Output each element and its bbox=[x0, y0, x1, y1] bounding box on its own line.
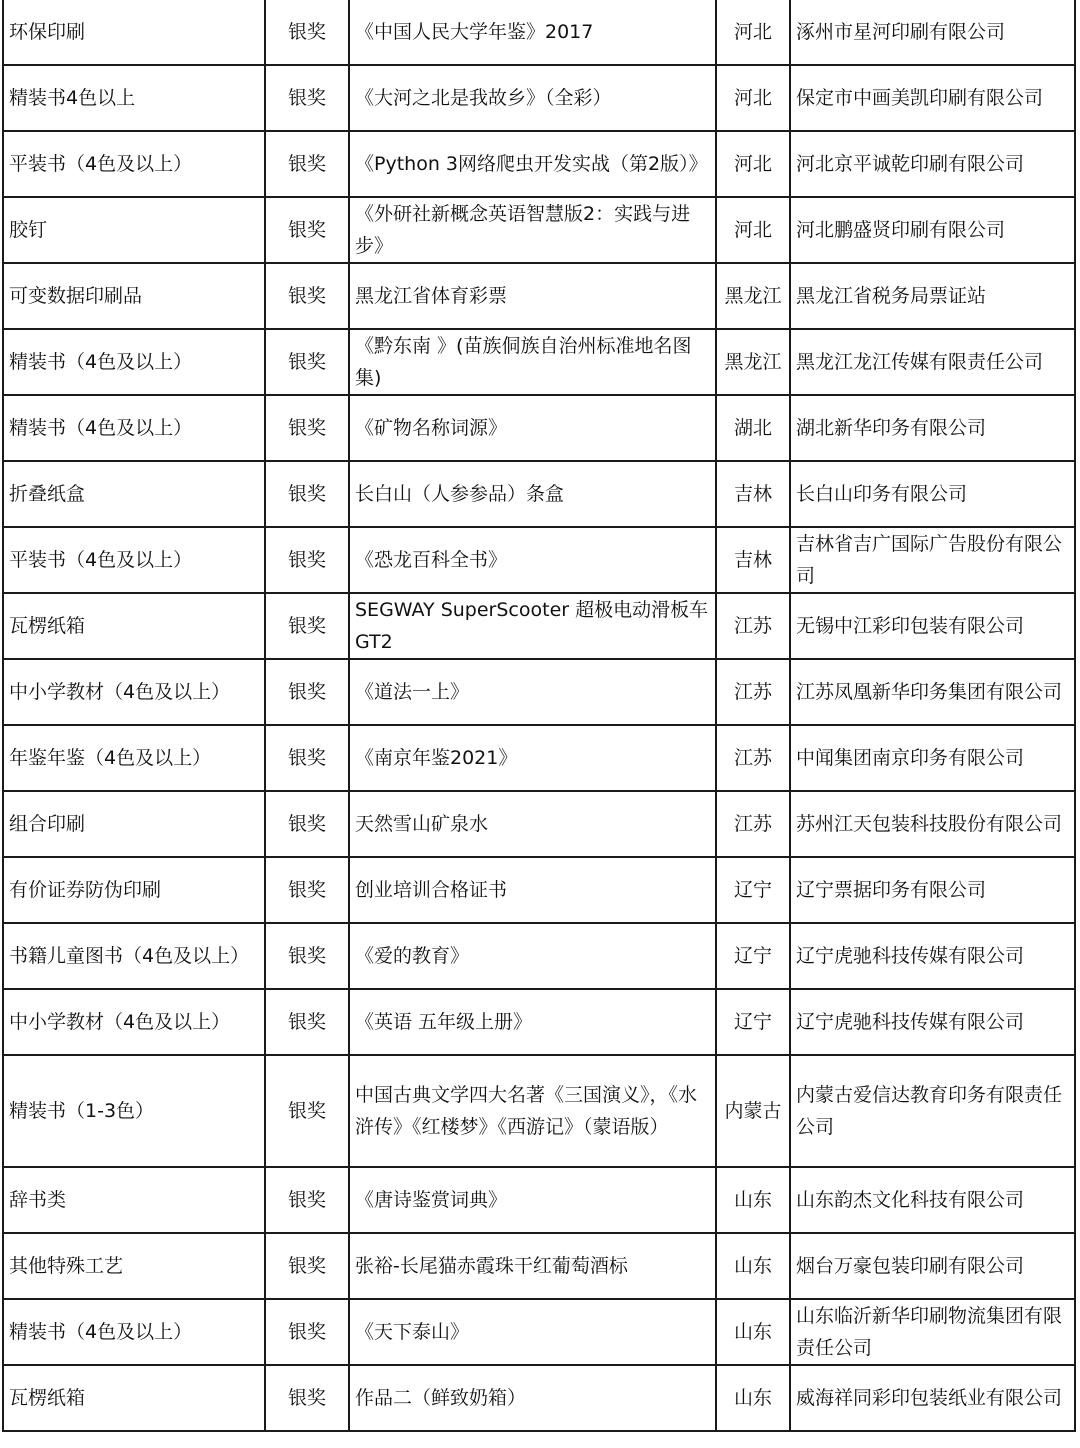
award-cell: 银奖 bbox=[265, 263, 349, 329]
table-row bbox=[3, 329, 1075, 395]
company-cell: 黑龙江龙江传媒有限责任公司 bbox=[790, 329, 1075, 395]
table-row bbox=[3, 725, 1075, 791]
company-cell: 辽宁票据印务有限公司 bbox=[790, 857, 1075, 923]
award-cell: 银奖 bbox=[265, 461, 349, 527]
company-cell: 保定市中画美凯印刷有限公司 bbox=[790, 65, 1075, 131]
table-row bbox=[3, 197, 1075, 263]
work-cell: 黑龙江省体育彩票 bbox=[349, 263, 716, 329]
table-row bbox=[3, 593, 1075, 659]
table-row bbox=[3, 923, 1075, 989]
table-row bbox=[3, 791, 1075, 857]
award-cell: 银奖 bbox=[265, 1233, 349, 1299]
category-cell: 精装书（4色及以上） bbox=[3, 1299, 265, 1365]
category-cell: 年鉴年鉴（4色及以上） bbox=[3, 725, 265, 791]
company-cell: 辽宁虎驰科技传媒有限公司 bbox=[790, 989, 1075, 1055]
award-cell: 银奖 bbox=[265, 0, 349, 65]
award-cell: 银奖 bbox=[265, 593, 349, 659]
category-cell: 中小学教材（4色及以上） bbox=[3, 989, 265, 1055]
category-cell: 瓦楞纸箱 bbox=[3, 1365, 265, 1431]
work-cell: 《中国人民大学年鉴》2017 bbox=[349, 0, 716, 65]
award-cell: 银奖 bbox=[265, 527, 349, 593]
company-cell: 吉林省吉广国际广告股份有限公司 bbox=[790, 527, 1075, 593]
work-cell: 天然雪山矿泉水 bbox=[349, 791, 716, 857]
work-cell: 《天下泰山》 bbox=[349, 1299, 716, 1365]
table-row bbox=[3, 0, 1075, 65]
company-cell: 烟台万豪包装印刷有限公司 bbox=[790, 1233, 1075, 1299]
award-table bbox=[2, 0, 1076, 1432]
company-cell: 中闻集团南京印务有限公司 bbox=[790, 725, 1075, 791]
province-cell: 河北 bbox=[716, 131, 790, 197]
company-cell: 黑龙江省税务局票证站 bbox=[790, 263, 1075, 329]
company-cell: 无锡中江彩印包装有限公司 bbox=[790, 593, 1075, 659]
award-cell: 银奖 bbox=[265, 65, 349, 131]
work-cell: 《Python 3网络爬虫开发实战（第2版）》 bbox=[349, 131, 716, 197]
province-cell: 山东 bbox=[716, 1167, 790, 1233]
work-cell: 《矿物名称词源》 bbox=[349, 395, 716, 461]
company-cell: 河北京平诚乾印刷有限公司 bbox=[790, 131, 1075, 197]
category-cell: 可变数据印刷品 bbox=[3, 263, 265, 329]
table-row bbox=[3, 857, 1075, 923]
award-cell: 银奖 bbox=[265, 197, 349, 263]
work-cell: 《爱的教育》 bbox=[349, 923, 716, 989]
work-cell: 《英语 五年级上册》 bbox=[349, 989, 716, 1055]
table-row bbox=[3, 395, 1075, 461]
table-row bbox=[3, 263, 1075, 329]
work-cell: 《道法一上》 bbox=[349, 659, 716, 725]
company-cell: 山东韵杰文化科技有限公司 bbox=[790, 1167, 1075, 1233]
award-cell: 银奖 bbox=[265, 1055, 349, 1167]
table-row bbox=[3, 1365, 1075, 1431]
work-cell: 《南京年鉴2021》 bbox=[349, 725, 716, 791]
province-cell: 辽宁 bbox=[716, 989, 790, 1055]
company-cell: 内蒙古爱信达教育印务有限责任公司 bbox=[790, 1055, 1075, 1167]
work-cell: 《恐龙百科全书》 bbox=[349, 527, 716, 593]
province-cell: 黑龙江 bbox=[716, 263, 790, 329]
table-row bbox=[3, 65, 1075, 131]
table-row bbox=[3, 659, 1075, 725]
province-cell: 山东 bbox=[716, 1299, 790, 1365]
work-cell: 长白山（人参参品）条盒 bbox=[349, 461, 716, 527]
work-cell: 张裕-长尾猫赤霞珠干红葡萄酒标 bbox=[349, 1233, 716, 1299]
category-cell: 精装书（4色及以上） bbox=[3, 395, 265, 461]
province-cell: 辽宁 bbox=[716, 857, 790, 923]
award-cell: 银奖 bbox=[265, 131, 349, 197]
province-cell: 吉林 bbox=[716, 461, 790, 527]
category-cell: 平装书（4色及以上） bbox=[3, 527, 265, 593]
category-cell: 精装书（4色及以上） bbox=[3, 329, 265, 395]
category-cell: 组合印刷 bbox=[3, 791, 265, 857]
table-row bbox=[3, 1299, 1075, 1365]
province-cell: 山东 bbox=[716, 1365, 790, 1431]
province-cell: 江苏 bbox=[716, 791, 790, 857]
province-cell: 吉林 bbox=[716, 527, 790, 593]
work-cell: 《外研社新概念英语智慧版2：实践与进步》 bbox=[349, 197, 716, 263]
award-cell: 银奖 bbox=[265, 1365, 349, 1431]
category-cell: 精装书4色以上 bbox=[3, 65, 265, 131]
company-cell: 长白山印务有限公司 bbox=[790, 461, 1075, 527]
work-cell: 《黔东南 》(苗族侗族自治州标准地名图集) bbox=[349, 329, 716, 395]
work-cell: SEGWAY SuperScooter 超极电动滑板车GT2 bbox=[349, 593, 716, 659]
work-cell: 创业培训合格证书 bbox=[349, 857, 716, 923]
award-cell: 银奖 bbox=[265, 791, 349, 857]
province-cell: 山东 bbox=[716, 1233, 790, 1299]
category-cell: 折叠纸盒 bbox=[3, 461, 265, 527]
category-cell: 有价证券防伪印刷 bbox=[3, 857, 265, 923]
table-row bbox=[3, 989, 1075, 1055]
company-cell: 江苏凤凰新华印务集团有限公司 bbox=[790, 659, 1075, 725]
award-cell: 银奖 bbox=[265, 1167, 349, 1233]
company-cell: 苏州江天包装科技股份有限公司 bbox=[790, 791, 1075, 857]
province-cell: 江苏 bbox=[716, 725, 790, 791]
province-cell: 河北 bbox=[716, 0, 790, 65]
table-row bbox=[3, 1055, 1075, 1167]
award-cell: 银奖 bbox=[265, 989, 349, 1055]
province-cell: 湖北 bbox=[716, 395, 790, 461]
province-cell: 辽宁 bbox=[716, 923, 790, 989]
work-cell: 中国古典文学四大名著《三国演义》，《水浒传》《红楼梦》《西游记》（蒙语版） bbox=[349, 1055, 716, 1167]
award-cell: 银奖 bbox=[265, 659, 349, 725]
table-row bbox=[3, 527, 1075, 593]
province-cell: 河北 bbox=[716, 197, 790, 263]
province-cell: 黑龙江 bbox=[716, 329, 790, 395]
province-cell: 内蒙古 bbox=[716, 1055, 790, 1167]
category-cell: 平装书（4色及以上） bbox=[3, 131, 265, 197]
category-cell: 中小学教材（4色及以上） bbox=[3, 659, 265, 725]
company-cell: 山东临沂新华印刷物流集团有限责任公司 bbox=[790, 1299, 1075, 1365]
work-cell: 《唐诗鉴赏词典》 bbox=[349, 1167, 716, 1233]
company-cell: 河北鹏盛贤印刷有限公司 bbox=[790, 197, 1075, 263]
province-cell: 江苏 bbox=[716, 593, 790, 659]
award-cell: 银奖 bbox=[265, 857, 349, 923]
work-cell: 作品二（鲜致奶箱） bbox=[349, 1365, 716, 1431]
work-cell: 《大河之北是我故乡》（全彩） bbox=[349, 65, 716, 131]
category-cell: 胶钉 bbox=[3, 197, 265, 263]
company-cell: 湖北新华印务有限公司 bbox=[790, 395, 1075, 461]
category-cell: 瓦楞纸箱 bbox=[3, 593, 265, 659]
province-cell: 江苏 bbox=[716, 659, 790, 725]
table-row bbox=[3, 461, 1075, 527]
category-cell: 辞书类 bbox=[3, 1167, 265, 1233]
table-row bbox=[3, 131, 1075, 197]
province-cell: 河北 bbox=[716, 65, 790, 131]
category-cell: 环保印刷 bbox=[3, 0, 265, 65]
table-row bbox=[3, 1233, 1075, 1299]
category-cell: 书籍儿童图书（4色及以上） bbox=[3, 923, 265, 989]
company-cell: 涿州市星河印刷有限公司 bbox=[790, 0, 1075, 65]
award-cell: 银奖 bbox=[265, 395, 349, 461]
company-cell: 辽宁虎驰科技传媒有限公司 bbox=[790, 923, 1075, 989]
award-cell: 银奖 bbox=[265, 725, 349, 791]
category-cell: 其他特殊工艺 bbox=[3, 1233, 265, 1299]
award-cell: 银奖 bbox=[265, 923, 349, 989]
award-cell: 银奖 bbox=[265, 1299, 349, 1365]
category-cell: 精装书（1-3色） bbox=[3, 1055, 265, 1167]
company-cell: 威海祥同彩印包装纸业有限公司 bbox=[790, 1365, 1075, 1431]
table-row bbox=[3, 1167, 1075, 1233]
award-cell: 银奖 bbox=[265, 329, 349, 395]
